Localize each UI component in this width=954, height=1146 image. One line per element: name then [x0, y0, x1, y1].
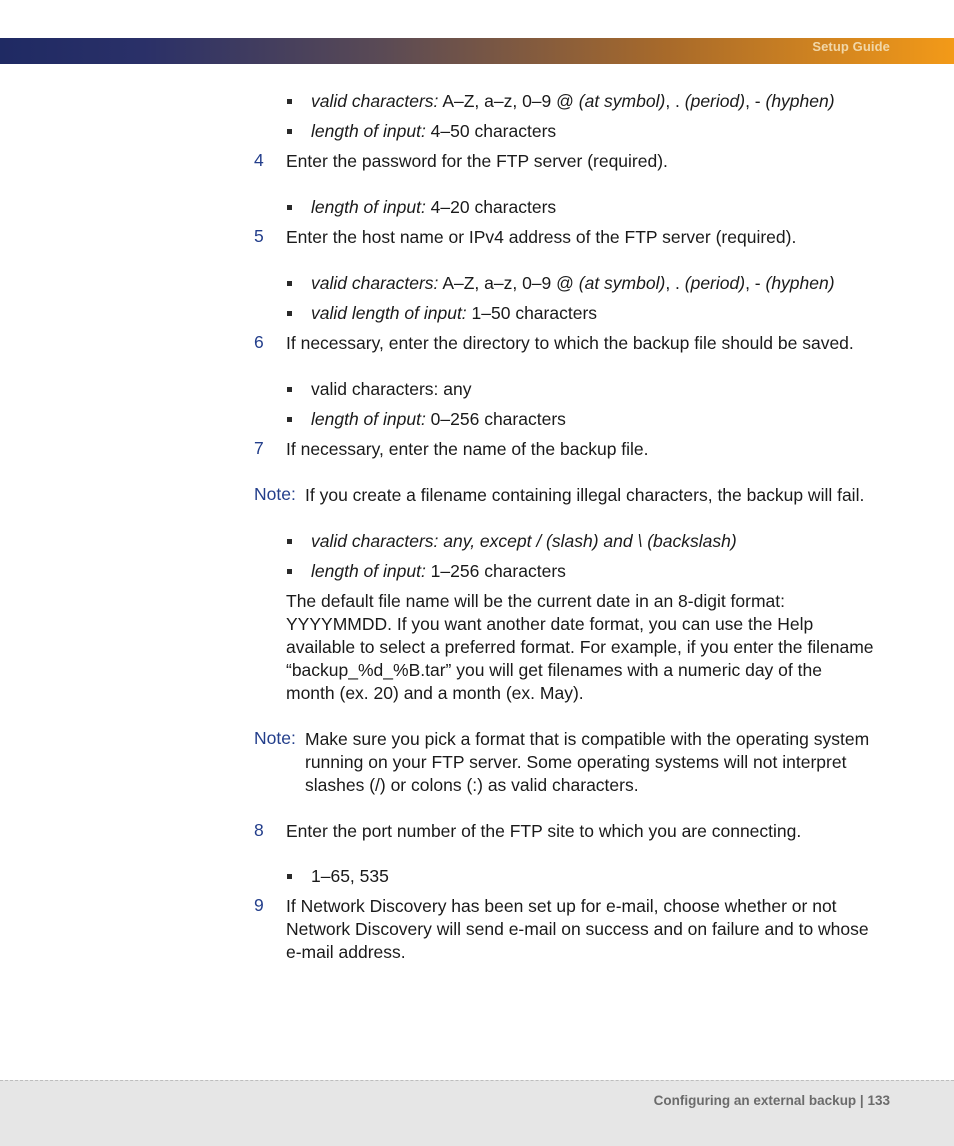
step-number: 4	[254, 150, 264, 170]
bullet-valid-characters: valid characters: any, except / (slash) and \ (backslash)	[311, 531, 737, 551]
bullet-valid-characters: valid characters: A–Z, a–z, 0–9 @ (at symbol), . (period), - (hyphen)	[311, 273, 835, 293]
step-number: 8	[254, 820, 264, 840]
bullet-length-of-input: length of input: 4–50 characters	[311, 121, 557, 141]
bullet-icon	[287, 281, 292, 286]
bullet-icon	[287, 311, 292, 316]
step-text: If necessary, enter the name of the backup file.	[286, 439, 649, 459]
bullet-icon	[287, 539, 292, 544]
step-text-line: If Network Discovery has been set up for e-mail, choose whether or not	[286, 896, 837, 916]
bullet-valid-characters: valid characters: any	[311, 379, 472, 399]
bullet-length-of-input: length of input: 1–256 characters	[311, 561, 566, 581]
step-number: 6	[254, 332, 264, 352]
bullet-port-range: 1–65, 535	[311, 866, 389, 886]
bullet-icon	[287, 129, 292, 134]
paragraph-line: month (ex. 20) and a month (ex. May).	[286, 683, 584, 703]
bullet-icon	[287, 569, 292, 574]
step-text: Enter the password for the FTP server (required).	[286, 151, 668, 171]
header-title: Setup Guide	[812, 39, 890, 54]
step-text: If necessary, enter the directory to which the backup file should be saved.	[286, 333, 854, 353]
note-label: Note:	[254, 484, 296, 504]
paragraph-line: The default file name will be the current date in an 8-digit format:	[286, 591, 786, 611]
bullet-valid-length: valid length of input: 1–50 characters	[311, 303, 598, 323]
note-text-line: running on your FTP server. Some operating systems will not interpret	[305, 752, 847, 772]
paragraph-line: “backup_%d_%B.tar” you will get filenames with a numeric day of the	[286, 660, 822, 680]
step-number: 7	[254, 438, 264, 458]
page-footer	[0, 1080, 954, 1146]
header-bar	[0, 38, 954, 64]
bullet-icon	[287, 874, 292, 879]
step-text: Enter the host name or IPv4 address of the FTP server (required).	[286, 227, 797, 247]
step-text-line: e-mail address.	[286, 942, 406, 962]
footer-page-label: Configuring an external backup | 133	[653, 1093, 890, 1108]
bullet-icon	[287, 417, 292, 422]
note-text-line: slashes (/) or colons (:) as valid characters.	[305, 775, 639, 795]
note-label: Note:	[254, 728, 296, 748]
bullet-icon	[287, 387, 292, 392]
bullet-length-of-input: length of input: 0–256 characters	[311, 409, 566, 429]
bullet-icon	[287, 99, 292, 104]
step-number: 9	[254, 895, 264, 915]
bullet-valid-characters: valid characters: A–Z, a–z, 0–9 @ (at symbol), . (period), - (hyphen)	[311, 91, 835, 111]
step-text: Enter the port number of the FTP site to which you are connecting.	[286, 821, 802, 841]
bullet-length-of-input: length of input: 4–20 characters	[311, 197, 557, 217]
paragraph-line: YYYYMMDD. If you want another date format, you can use the Help	[286, 614, 814, 634]
paragraph-line: available to select a preferred format. For example, if you enter the filename	[286, 637, 874, 657]
note-text-line: Make sure you pick a format that is compatible with the operating system	[305, 729, 870, 749]
step-number: 5	[254, 226, 264, 246]
note-text: If you create a filename containing illegal characters, the backup will fail.	[305, 485, 865, 505]
bullet-icon	[287, 205, 292, 210]
step-text-line: Network Discovery will send e-mail on success and on failure and to whose	[286, 919, 869, 939]
